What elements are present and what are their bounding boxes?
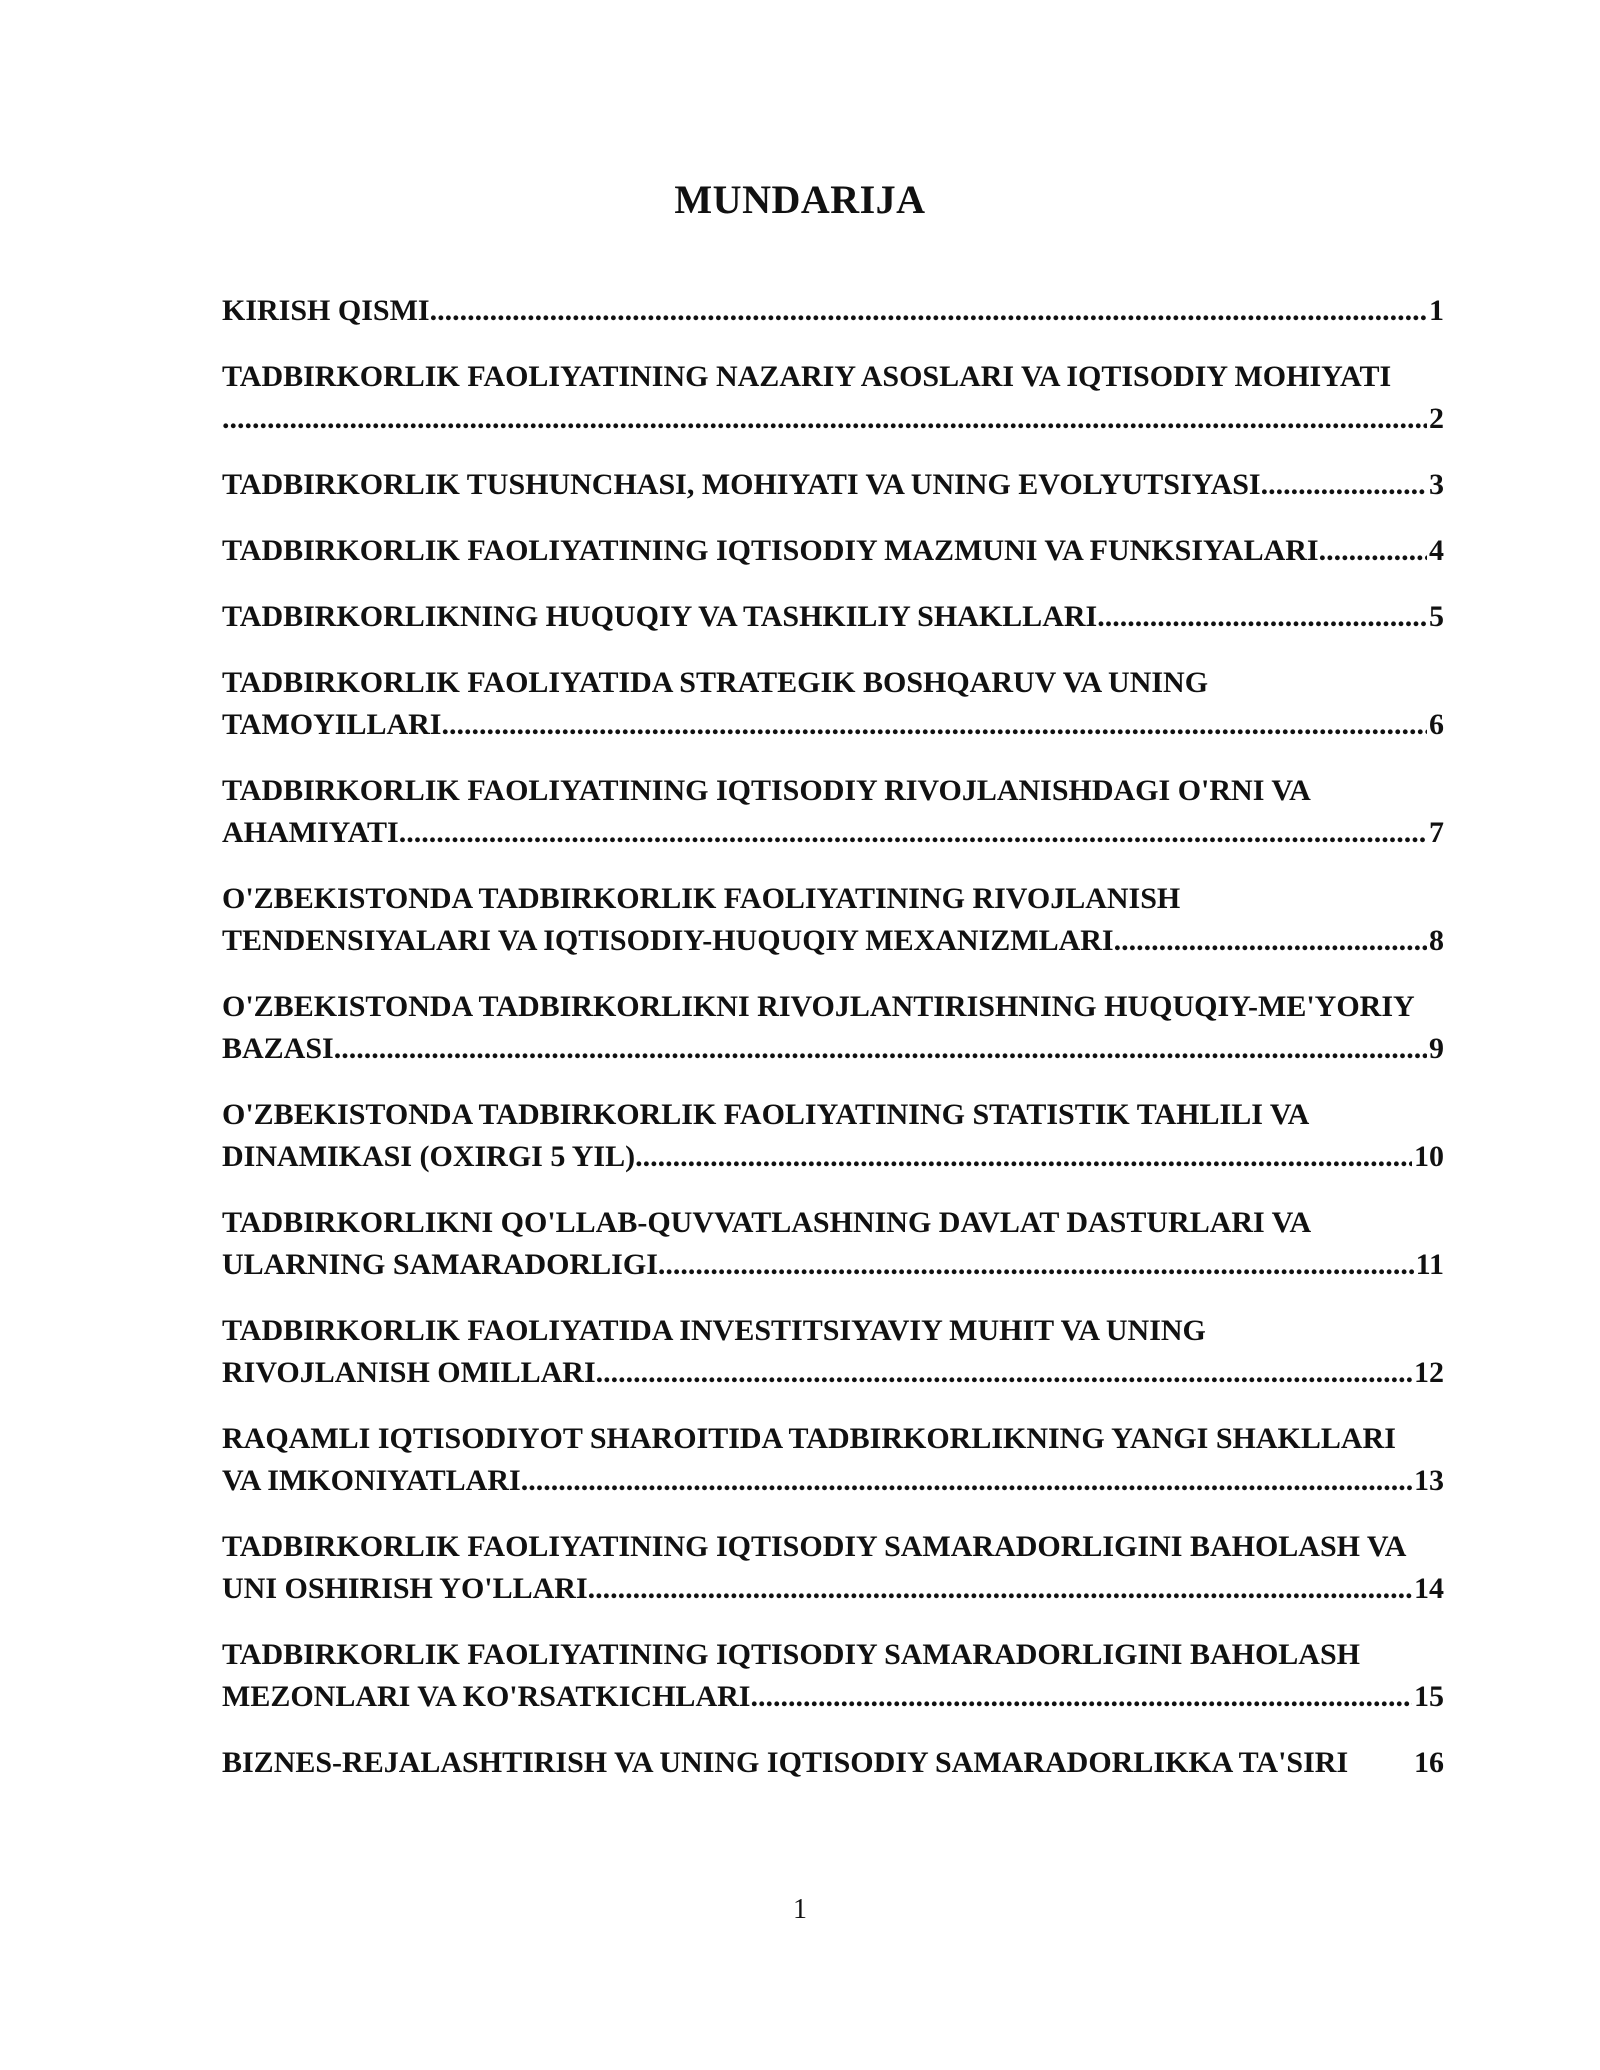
toc-entry-title-line: ULARNING SAMARADORLIGI <box>222 1248 658 1281</box>
toc-entry-title-line: MEZONLARI VA KO'RSATKICHLARI <box>222 1680 751 1713</box>
toc-entry-last-line <box>222 530 1444 572</box>
toc-page-number: 5 <box>1429 600 1444 633</box>
toc-entry-title-line: AHAMIYATI <box>222 816 399 849</box>
toc-entry-title-line: TADBIRKORLIK FAOLIYATIDA INVESTITSIYAVIY MUHIT VA UNING <box>222 1314 1206 1347</box>
toc-page-number: 2 <box>1429 402 1444 435</box>
dot-leader <box>334 1028 1427 1070</box>
toc-entry-title-line: UNI OSHIRISH YO'LLARI <box>222 1572 588 1605</box>
toc-entry <box>222 1742 1444 1784</box>
toc-entry <box>222 770 1444 854</box>
toc-entry-last-line <box>222 920 1444 962</box>
toc-entry-title-line: TADBIRKORLIK FAOLIYATINING IQTISODIY SAMARADORLIGINI BAHOLASH VA <box>222 1530 1407 1563</box>
toc-page-number: 6 <box>1429 708 1444 741</box>
dot-leader <box>1097 596 1427 638</box>
page-number: 1 <box>793 1894 807 1925</box>
toc-entry <box>222 1634 1444 1718</box>
toc-page-number: 3 <box>1429 468 1444 501</box>
toc-entry-title-line: TADBIRKORLIK FAOLIYATINING IQTISODIY MAZMUNI VA FUNKSIYALARI <box>222 534 1319 567</box>
toc-entry-last-line <box>222 464 1444 506</box>
toc-entry-title-line: TADBIRKORLIKNING HUQUQIY VA TASHKILIY SHAKLLARI <box>222 600 1098 633</box>
toc-entry <box>222 1418 1444 1502</box>
toc-page-number: 1 <box>1429 294 1444 327</box>
page-title: MUNDARIJA <box>674 176 926 222</box>
toc-entry-title-line: TADBIRKORLIK TUSHUNCHASI, MOHIYATI VA UNING EVOLYUTSIYASI <box>222 468 1261 501</box>
toc-entry <box>222 1202 1444 1286</box>
toc-entry-last-line <box>222 1676 1444 1718</box>
toc-entry-last-line <box>222 1352 1444 1394</box>
toc-entry-last-line <box>222 290 1444 332</box>
toc-page-number: 16 <box>1414 1746 1444 1779</box>
table-of-contents <box>222 290 1444 1808</box>
dot-leader <box>441 704 1427 746</box>
toc-entry-last-line <box>222 704 1444 746</box>
toc-entry-title-line: TAMOYILLARI <box>222 708 442 741</box>
toc-entry <box>222 290 1444 332</box>
toc-entry-title-line: TADBIRKORLIK FAOLIYATINING IQTISODIY SAMARADORLIGINI BAHOLASH <box>222 1638 1360 1671</box>
toc-entry-last-line <box>222 398 1444 440</box>
dot-leader <box>750 1676 1412 1718</box>
toc-page-number: 12 <box>1414 1356 1444 1389</box>
toc-entry-title-line: O'ZBEKISTONDA TADBIRKORLIK FAOLIYATINING RIVOJLANISH <box>222 882 1181 915</box>
toc-entry-last-line <box>222 1136 1444 1178</box>
toc-entry-last-line <box>222 1742 1444 1784</box>
dot-leader <box>399 812 1427 854</box>
toc-entry-title-line: DINAMIKASI (OXIRGI 5 YIL) <box>222 1140 636 1173</box>
dot-leader <box>658 1244 1414 1286</box>
toc-entry <box>222 662 1444 746</box>
toc-entry <box>222 878 1444 962</box>
dot-leader <box>222 398 1427 440</box>
toc-entry <box>222 464 1444 506</box>
toc-entry <box>222 1310 1444 1394</box>
toc-entry-last-line <box>222 1244 1444 1286</box>
toc-page-number: 11 <box>1415 1248 1444 1281</box>
toc-entry <box>222 356 1444 440</box>
toc-entry-title-line: TADBIRKORLIK FAOLIYATIDA STRATEGIK BOSHQARUV VA UNING <box>222 666 1209 699</box>
toc-entry-title-line: O'ZBEKISTONDA TADBIRKORLIK FAOLIYATINING STATISTIK TAHLILI VA <box>222 1098 1310 1131</box>
toc-entry <box>222 1094 1444 1178</box>
toc-entry <box>222 530 1444 572</box>
toc-entry-title-line: TADBIRKORLIK FAOLIYATINING IQTISODIY RIVOJLANISHDAGI O'RNI VA <box>222 774 1311 807</box>
toc-entry <box>222 596 1444 638</box>
toc-entry-title-line: TENDENSIYALARI VA IQTISODIY-HUQUQIY MEXANIZMLARI <box>222 924 1114 957</box>
toc-entry <box>222 1526 1444 1610</box>
dot-leader <box>1114 920 1427 962</box>
toc-entry-title-line: BAZASI <box>222 1032 334 1065</box>
dot-leader <box>1319 530 1427 572</box>
toc-page-number: 8 <box>1429 924 1444 957</box>
toc-entry-title-line: RAQAMLI IQTISODIYOT SHAROITIDA TADBIRKORLIKNING YANGI SHAKLLARI <box>222 1422 1396 1455</box>
toc-entry-last-line <box>222 596 1444 638</box>
dot-leader <box>635 1136 1412 1178</box>
dot-leader <box>1261 464 1427 506</box>
toc-entry-title-line: O'ZBEKISTONDA TADBIRKORLIKNI RIVOJLANTIRISHNING HUQUQIY-ME'YORIY <box>222 990 1415 1023</box>
toc-page-number: 9 <box>1429 1032 1444 1065</box>
toc-entry-title-line: TADBIRKORLIKNI QO'LLAB-QUVVATLASHNING DAVLAT DASTURLARI VA <box>222 1206 1312 1239</box>
toc-page-number: 7 <box>1429 816 1444 849</box>
toc-entry-title-line: BIZNES-REJALASHTIRISH VA UNING IQTISODIY SAMARADORLIKKA TA'SIRI <box>222 1746 1349 1779</box>
toc-page-number: 14 <box>1414 1572 1444 1605</box>
toc-page-number: 13 <box>1414 1464 1444 1497</box>
toc-entry-title-line: RIVOJLANISH OMILLARI <box>222 1356 596 1389</box>
toc-entry <box>222 986 1444 1070</box>
dot-leader <box>588 1568 1412 1610</box>
toc-entry-title-line: TADBIRKORLIK FAOLIYATINING NAZARIY ASOSLARI VA IQTISODIY MOHIYATI <box>222 360 1392 393</box>
toc-entry-last-line <box>222 812 1444 854</box>
toc-entry-last-line <box>222 1460 1444 1502</box>
toc-page-number: 10 <box>1414 1140 1444 1173</box>
toc-entry-last-line <box>222 1028 1444 1070</box>
toc-entry-last-line <box>222 1568 1444 1610</box>
toc-page-number: 15 <box>1414 1680 1444 1713</box>
dot-leader <box>430 290 1427 332</box>
toc-page-number: 4 <box>1429 534 1444 567</box>
toc-entry-title-line: VA IMKONIYATLARI <box>222 1464 521 1497</box>
dot-leader <box>521 1460 1412 1502</box>
toc-entry-title-line: KIRISH QISMI <box>222 294 430 327</box>
dot-leader <box>596 1352 1412 1394</box>
